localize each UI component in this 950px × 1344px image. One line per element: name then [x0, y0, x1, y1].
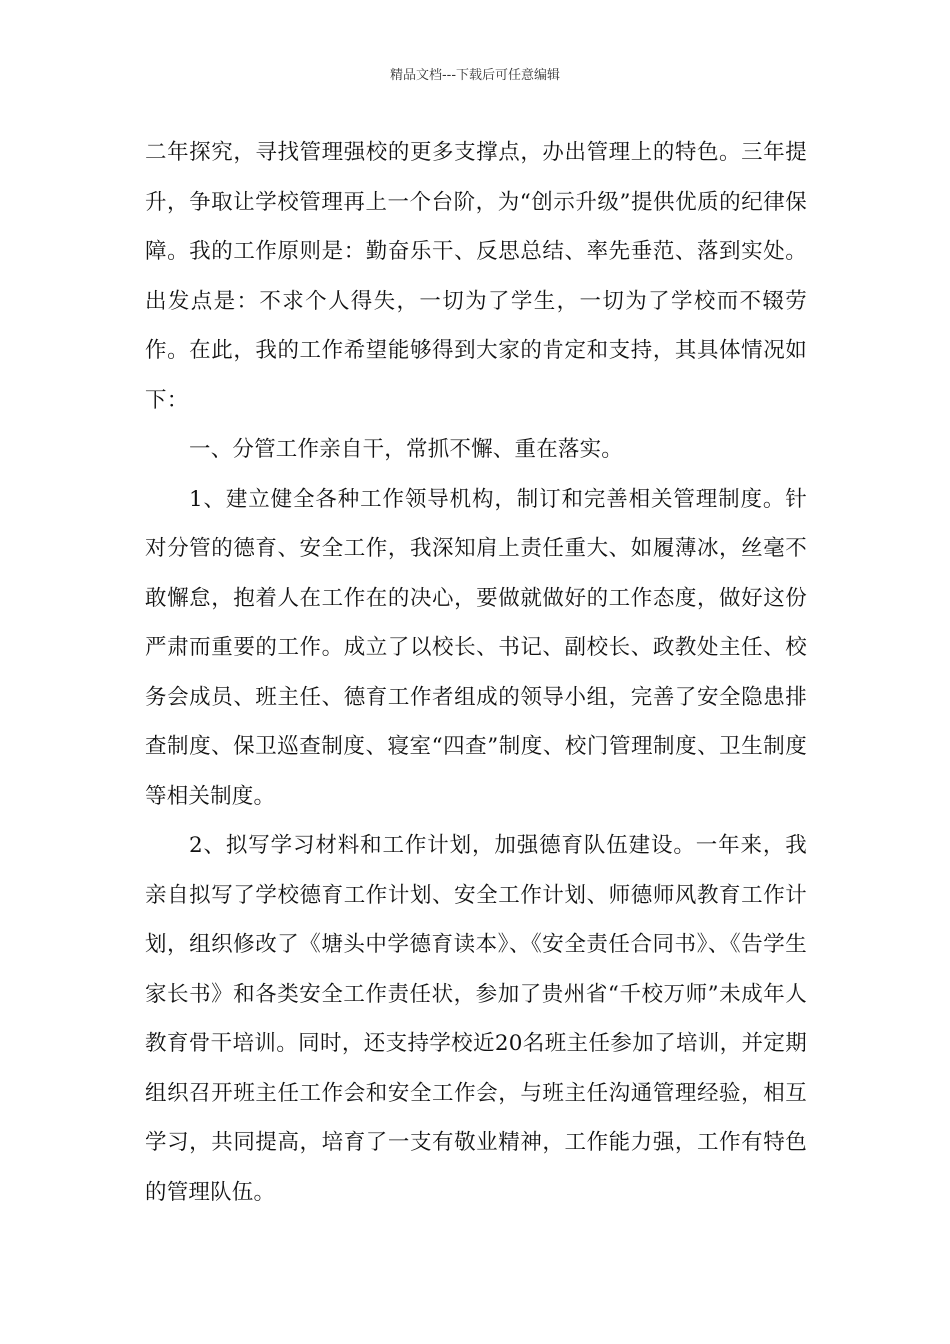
document-body: [145, 128, 807, 1217]
paragraph-item-1: 1、建立健全各种工作领导机构，制订和完善相关管理制度。针对分管的德育、安全工作，我深知肩上责任重大、如履薄冰，丝毫不敢懈怠，抱着人在工作在的决心，要做就做好的工作态度，做好这份严肃而重要的工作。成立了以校长、书记、副校长、政教处主任、校务会成员、班主任、德育工作者组成的领导小组，完善了安全隐患排查制度、保卫巡查制度、寝室“四查”制度、校门管理制度、卫生制度等相关制度。: [145, 486, 807, 809]
section-heading: 一、分管工作亲自干，常抓不懈、重在落实。: [189, 437, 624, 462]
paragraph-intro-continuation: 二年探究，寻找管理强校的更多支撑点，办出管理上的特色。三年提升，争取让学校管理再上一个台阶，为“创示升级”提供优质的纪律保障。我的工作原则是：勤奋乐干、反思总结、率先垂范、落到实处。出发点是：不求个人得失，一切为了学生，一切为了学校而不辍劳作。在此，我的工作希望能够得到大家的肯定和支持，其具体情况如下：: [145, 140, 807, 413]
paragraph-item-2: 2、拟写学习材料和工作计划，加强德育队伍建设。一年来，我亲自拟写了学校德育工作计划、安全工作计划、师德师风教育工作计划，组织修改了《塘头中学德育读本》、《安全责任合同书》、《告学生家长书》和各类安全工作责任状，参加了贵州省“千校万师”未成年人教育骨干培训。同时，还支持学校近20名班主任参加了培训，并定期组织召开班主任工作会和安全工作会，与班主任沟通管理经验，相互学习，共同提高，培育了一支有敬业精神，工作能力强，工作有特色的管理队伍。: [145, 833, 807, 1205]
page-header: 精品文档---下载后可任意编辑: [389, 68, 561, 83]
